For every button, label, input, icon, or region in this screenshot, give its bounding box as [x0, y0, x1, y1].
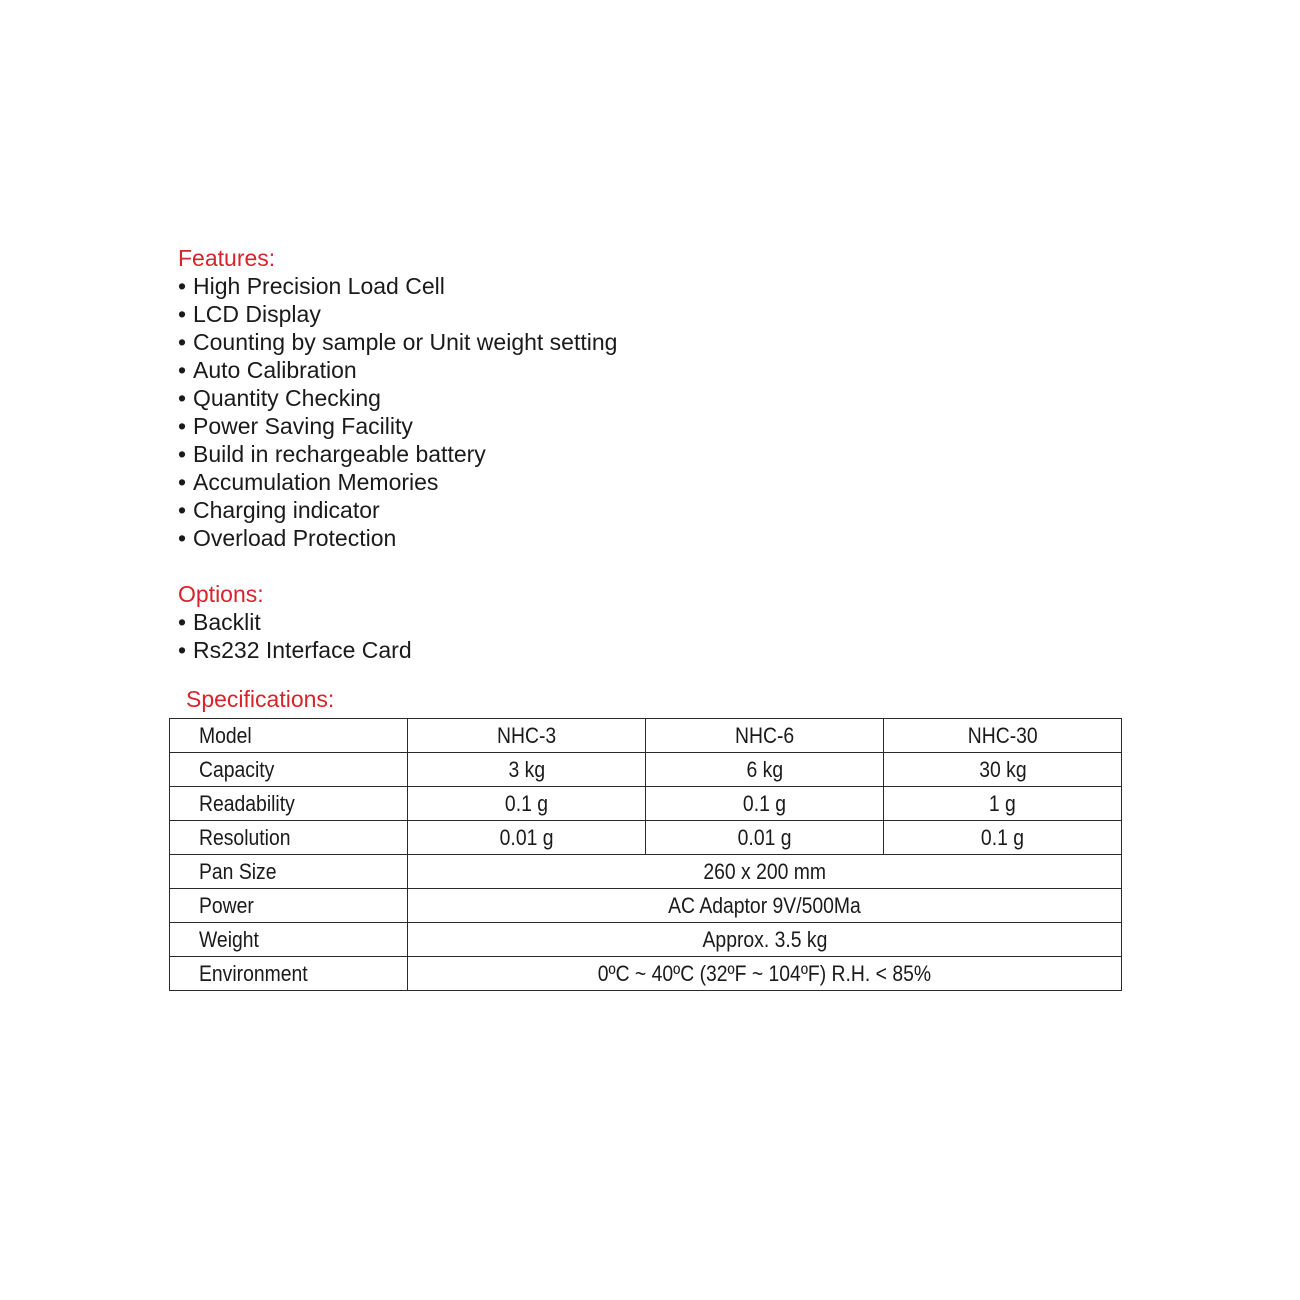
list-item: • High Precision Load Cell [178, 273, 445, 299]
list-item: • Power Saving Facility [178, 413, 413, 439]
list-item: • Accumulation Memories [178, 469, 439, 495]
specifications-table [169, 718, 1122, 991]
table-cell: AC Adaptor 9V/500Ma [408, 889, 1122, 923]
options-heading: Options: [178, 581, 264, 607]
table-cell: NHC-3 [408, 719, 646, 753]
table-row [170, 753, 1122, 787]
table-cell: Approx. 3.5 kg [408, 923, 1122, 957]
options-list [178, 608, 412, 664]
table-cell: 3 kg [408, 753, 646, 787]
list-item: • Counting by sample or Unit weight setting [178, 329, 618, 355]
table-row [170, 923, 1122, 957]
table-cell: 0.01 g [408, 821, 646, 855]
table-cell: 0.01 g [646, 821, 884, 855]
list-item: • Quantity Checking [178, 385, 381, 411]
features-list [178, 272, 617, 552]
list-item: • Build in rechargeable battery [178, 441, 486, 467]
row-label: Capacity [170, 753, 408, 787]
table-cell: 0.1 g [646, 787, 884, 821]
table-cell: 6 kg [646, 753, 884, 787]
table-cell: 0.1 g [408, 787, 646, 821]
table-cell: 1 g [884, 787, 1122, 821]
table-cell: 0.1 g [884, 821, 1122, 855]
table-cell: NHC-30 [884, 719, 1122, 753]
table-row [170, 957, 1122, 991]
list-item: • Rs232 Interface Card [178, 637, 412, 663]
features-heading: Features: [178, 245, 276, 271]
row-label: Power [170, 889, 408, 923]
specifications-heading: Specifications: [186, 686, 335, 712]
row-label: Resolution [170, 821, 408, 855]
list-item: • Overload Protection [178, 525, 397, 551]
table-row [170, 821, 1122, 855]
table-cell: NHC-6 [646, 719, 884, 753]
row-label: Model [170, 719, 408, 753]
table-row [170, 855, 1122, 889]
list-item: • LCD Display [178, 301, 321, 327]
row-label: Readability [170, 787, 408, 821]
list-item: • Auto Calibration [178, 357, 357, 383]
row-label: Pan Size [170, 855, 408, 889]
table-row [170, 889, 1122, 923]
table-row [170, 787, 1122, 821]
row-label: Environment [170, 957, 408, 991]
table-cell: 260 x 200 mm [408, 855, 1122, 889]
table-cell: 0ºC ~ 40ºC (32ºF ~ 104ºF) R.H. < 85% [408, 957, 1122, 991]
list-item: • Charging indicator [178, 497, 380, 523]
table-cell: 30 kg [884, 753, 1122, 787]
table-row [170, 719, 1122, 753]
row-label: Weight [170, 923, 408, 957]
list-item: • Backlit [178, 609, 261, 635]
